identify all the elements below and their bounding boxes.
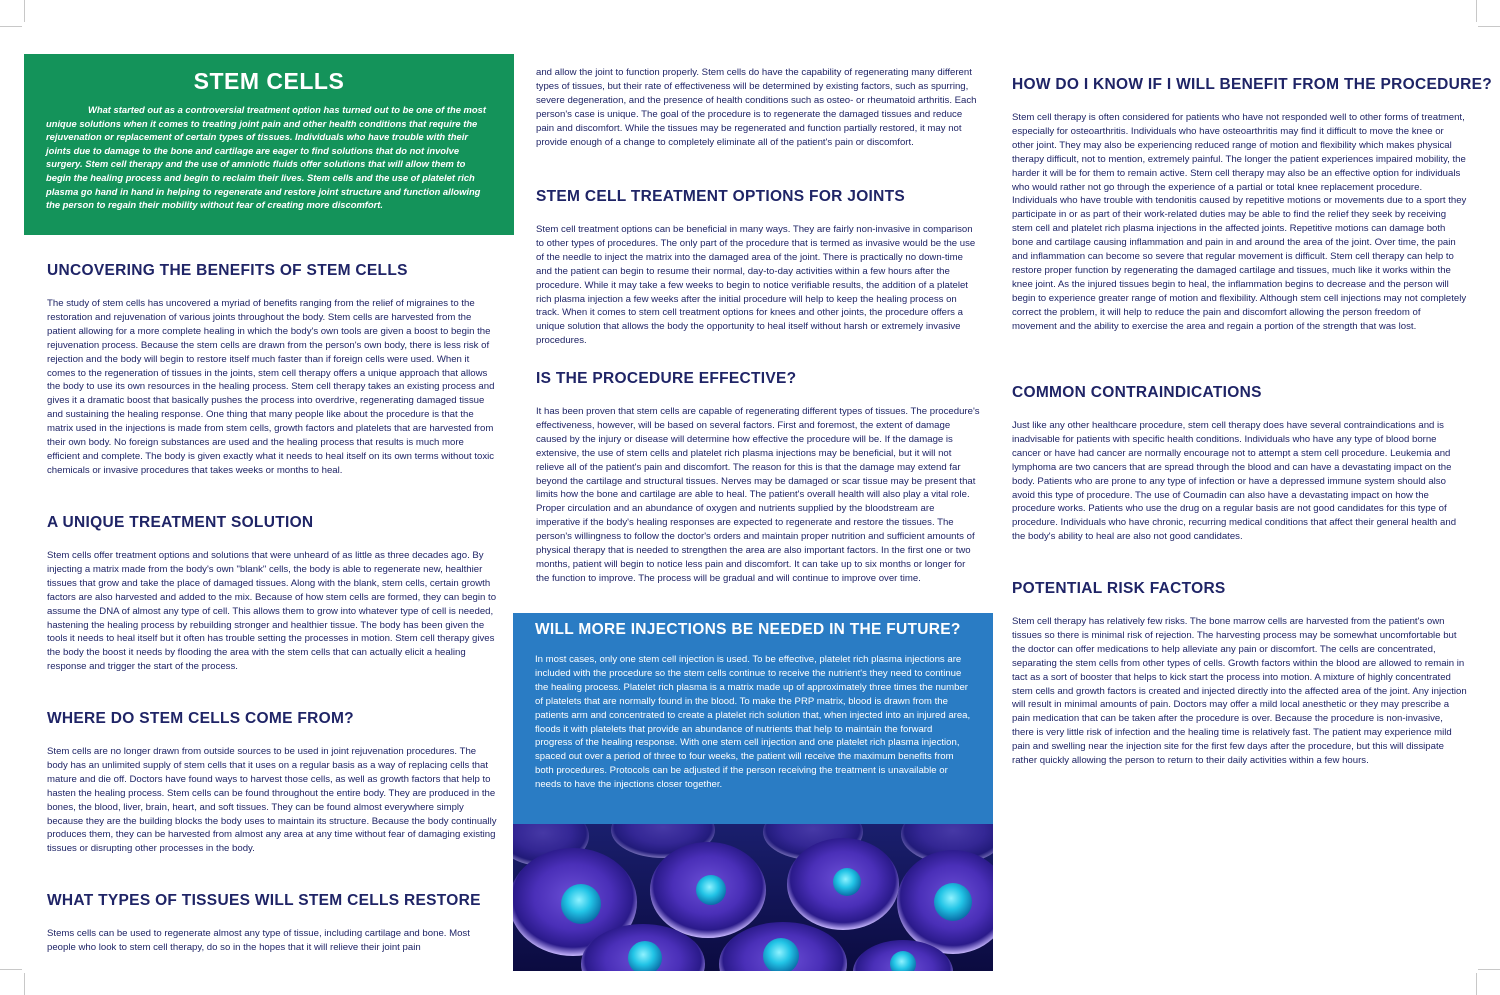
section-body: The study of stem cells has uncovered a myriad of benefits ranging from the relief of migraines to the restoration and rejuvenation of various joints throughout the body. Stem cells are harvested from the patient allowing for a more complete healing in which the body's own tools are given a boost to begin the rejuvenation process. Because the stem cells are drawn from the person's own body, there is less risk of rejection and the body will begin to restore itself much faster than if foreign cells were used. When it comes to the regeneration of tissues in the joints, stem cell therapy offers a unique approach that allows the body to use its own resources in the healing process. Stem cell therapy takes an existing process and gives it a dramatic boost that basically pushes the process into overdrive, regenerating damaged tissue and sustaining the healing response. One thing that many people like about the procedure is that the matrix used in the injections is made from stem cells, growth factors and platelets that are harvested from their own body. No foreign substances are used and the healing process that results is much more efficient and complete. The body is given exactly what it needs to heal itself on its own terms without toxic chemicals or invasive procedures that takes weeks or months to heal. <box>47 298 495 476</box>
section-body: and allow the joint to function properly. Stem cells do have the capability of regenerating many different types of tissues, but their rate of effectiveness will be determined by existing factors, such as spurring, severe degeneration, and the presence of health conditions such as osteo- or rheumatoid arthritis. Each person's case is unique. The goal of the procedure is to regenerate the damaged tissues and reduce pain and discomfort. While the tissues may be regenerated and function partially restored, it may not provide enough of a change to completely eliminate all of the patient's pain or discomfort. <box>536 67 977 148</box>
crop-mark <box>1478 26 1500 27</box>
hero-banner <box>24 54 514 235</box>
section-tissues <box>47 892 497 955</box>
crop-mark <box>0 26 22 27</box>
section-options <box>536 188 981 348</box>
crop-mark <box>24 0 25 22</box>
section-body: Stem cells offer treatment options and solutions that were unheard of as little as three decades ago. By injecting a matrix made from the body's own "blank" cells, the body is able to regenerate new, healthier tissues that grow and take the place of damaged tissues. Along with the blank, stem cells, certain growth factors are also harvested and added to the mix. Because of how stem cells are formed, they can begin to assume the DNA of almost any type of cell. This allows them to grow into whatever type of cell is needed, hastening the healing process by rebuilding stronger and healthier tissue. The body has been given the tools it needs to heal itself but it often has trouble setting the processes in motion. Stem cell therapy gives the body the boost it needs by flooding the area with the stem cells that can actually elicit a healing response and trigger the start of the process. <box>47 550 497 673</box>
section-body: Stem cell therapy has relatively few risks. The bone marrow cells are harvested from the patient's own tissues so there is minimal risk of rejection. The harvesting process may be somewhat uncomfortable but the doctor can offer medications to help alleviate any pain or discomfort. The cells are concentrated, separating the stem cells from other types of cells. Growth factors within the blood are allowed to remain in tact as a sort of booster that helps to kick start the process into motion. A mixture of highly concentrated stem cells and growth factors is created and injected directly into the affected area of the joint. Any injection will result in minimal amounts of pain. Doctors may offer a mild local anesthetic or they may prescribe a pain medication that can be taken after the procedure is over. Because the procedure is non-invasive, there is very little risk of infection and the healing time is relatively fast. The patient may experience mild pain and swelling near the injection site for the first few days after the procedure, but this will dissipate rather quickly allowing the person to return to their daily activities within a few hours. <box>1012 616 1467 767</box>
section-body: Stems cells can be used to regenerate almost any type of tissue, including cartilage and bone. Most people who look to stem cell therapy, do so in the hopes that it will relieve their joint pain <box>47 928 470 953</box>
section-body: In most cases, only one stem cell injection is used. To be effective, platelet rich plasma injections are included with the procedure so the stem cells continue to receive the nutrient's they need to continue the healing process. Platelet rich plasma is a matrix made up of approximately three times the number of platelets that are normally found in the blood. To make the PRP matrix, blood is drawn from the patients arm and concentrated to create a platelet rich solution that, when injected into an injured area, floods it with platelets that provide an abundance of nutrients that help to maintain the forward progress of the healing response. With one stem cell injection and one platelet rich plasma injection, spaced out over a period of three to four weeks, the patient will receive the maximum benefits from both procedures. Protocols can be adjusted if the person receiving the treatment is unavailable or needs to have the injections closer together. <box>535 654 971 791</box>
intro-paragraph: What started out as a controversial treatment option has turned out to be one of the most unique solutions when it comes to treating joint pain and other health conditions that require the rejuvenation or replacement of certain types of tissues. Individuals who have trouble with their joints due to damage to the bone and cartilage are eager to find solutions that do not involve surgery. Stem cell therapy and the use of amniotic fluids offer solutions that will allow them to begin the healing process and begin to reclaim their lives. Stem cells and the use of platelet rich plasma go hand in hand in helping to regenerate and restore joint structure and function allowing the person to regain their mobility without fear of creating more discomfort. <box>46 104 486 211</box>
section-unique <box>47 514 499 674</box>
section-heading: WHAT TYPES OF TISSUES WILL STEM CELLS RESTORE <box>47 892 481 909</box>
section-heading: UNCOVERING THE BENEFITS OF STEM CELLS <box>47 262 408 279</box>
section-heading: WILL MORE INJECTIONS BE NEEDED IN THE FUTURE? <box>535 621 961 638</box>
section-effective <box>536 370 981 586</box>
section-body: Stem cell therapy is often considered for patients who have not responded well to other forms of treatment, especially for osteoarthritis. Individuals who have osteoarthritis may find it difficult to move the knee or other joint. They may also be experiencing reduced range of motion and flexibility which makes physical therapy difficult, not to mention, extremely painful. The longer the patient experiences impaired mobility, the harder it will be for them to remain active. Stem cell therapy may also be an effective option for individuals who would rather not go through the experience of a partial or total knee replacement procedure. <box>1012 112 1466 193</box>
section-body: Stem cell treatment options can be beneficial in many ways. They are fairly non-invasive in comparison to other types of procedures. The only part of the procedure that is termed as invasive would be the use of the needle to inject the matrix into the damaged area of the joint. There is practically no down-time and the patient can begin to resume their normal, day-to-day activities within a few hours after the procedure. While it may take a few weeks to begin to notice verifiable results, the addition of a platelet rich plasma injection a few weeks after the initial procedure will help to keep the healing process on track. When it comes to stem cell treatment options for knees and other joints, the procedure offers a unique solution that allows the body the opportunity to heal itself without harsh or extremely invasive procedures. <box>536 224 976 347</box>
section-heading: WHERE DO STEM CELLS COME FROM? <box>47 710 354 727</box>
crop-mark <box>1478 969 1500 970</box>
section-heading: IS THE PROCEDURE EFFECTIVE? <box>536 370 797 387</box>
section-risk-factors <box>1012 580 1467 768</box>
cells-illustration <box>513 824 993 971</box>
crop-mark <box>0 969 22 970</box>
section-heading: A UNIQUE TREATMENT SOLUTION <box>47 514 314 531</box>
section-heading: STEM CELL TREATMENT OPTIONS FOR JOINTS <box>536 188 906 205</box>
section-contraindications <box>1012 384 1467 544</box>
section-tissues-continued <box>536 66 981 149</box>
section-benefits <box>47 262 497 478</box>
section-benefit <box>1012 76 1492 334</box>
crop-mark <box>1476 973 1477 995</box>
section-heading: HOW DO I KNOW IF I WILL BENEFIT FROM THE PROCEDURE? <box>1012 76 1492 93</box>
stem-cells-image <box>513 824 993 971</box>
crop-mark <box>1476 0 1477 22</box>
section-body: Stem cells are no longer drawn from outside sources to be used in joint rejuvenation procedures. The body has an unlimited supply of stem cells that it uses on a regular basis as a way of replacing cells that mature and die off. Doctors have found ways to harvest those cells, as well as growth factors that help to hasten the healing process. Stem cells can be found throughout the entire body. They are produced in the bones, the blood, liver, brain, heart, and soft tissues. They can be found almost everywhere simply because they are the building blocks the body uses to maintain its structure. Because the body continually produces them, they can be harvested from almost any area at any time without fear of damaging existing tissues or disrupting other processes in the body. <box>47 746 497 855</box>
section-body: Individuals who have trouble with tendonitis caused by repetitive motions or movements due to a sport they participate in or as part of their work-related duties may be able to find the relief they seek by receiving stem cell and platelet rich plasma injections in the affected joints. Repetitive motions can damage both bone and cartilage causing inflammation and pain in and around the area of the joint. Over time, the pain and inflammation can become so severe that regular movement is difficult. Stem cell therapy can help to restore proper function by regenerating the damaged cartilage and tissues, much like it works within the knee joint. As the injured tissues begin to heal, the inflammation begins to decrease and the person will begin to experience greater range of motion and flexibility. Although stem cell injections may not completely correct the problem, it will help to reduce the pain and discomfort allowing the person freedom of movement and the ability to exercise the area and regain a portion of the strength that was lost. <box>1012 195 1467 332</box>
section-heading: COMMON CONTRAINDICATIONS <box>1012 384 1262 401</box>
section-injections <box>513 613 993 824</box>
section-where <box>47 710 498 856</box>
section-heading: POTENTIAL RISK FACTORS <box>1012 580 1226 597</box>
section-body: It has been proven that stem cells are capable of regenerating different types of tissues. The procedure's effectiveness, however, will be based on several factors. First and foremost, the extent of damage caused by the injury or disease will determine how effective the procedure will be. If the damage is extensive, the use of stem cells and platelet rich plasma injections may be beneficial, but it will not relieve all of the patient's pain and discomfort. The reason for this is that the damage may extend far beyond the cartilage and structural tissues. Nerves may be damaged or scar tissue may be present that limits how the bone and cartilage are able to heal. The patient's overall health will also play a vital role. Proper circulation and an abundance of oxygen and nutrients supplied by the bloodstream are imperative if the body's healing responses are expected to regenerate and restore the tissues. The person's willingness to follow the doctor's orders and maintain proper nutrition and sufficient amounts of physical therapy that is needed to strengthen the area are also important factors. In the first one or two months, patient will begin to notice less pain and discomfort. It can take up to six months or longer for the function to improve. The process will be gradual and will continue to improve over time. <box>536 406 980 584</box>
crop-mark <box>24 973 25 995</box>
page-title: STEM CELLS <box>193 68 345 94</box>
section-body: Just like any other healthcare procedure, stem cell therapy does have several contraindications and is inadvisable for patients with specific health conditions. Individuals who have any type of blood borne cancer or have had cancer are normally encourage not to attempt a stem cell procedure. Leukemia and lymphoma are two cancers that are spread through the blood and can have a devastating impact on the body. Patients who are prone to any type of infection or have a depressed immune system should also avoid this type of procedure. The use of Coumadin can also have a devastating impact on how the procedure works. Patients who use the drug on a regular basis are not good candidates for this type of procedure. Individuals who have chronic, recurring medical conditions that affect their general health and the body's ability to heal are also not good candidates. <box>1012 420 1457 543</box>
